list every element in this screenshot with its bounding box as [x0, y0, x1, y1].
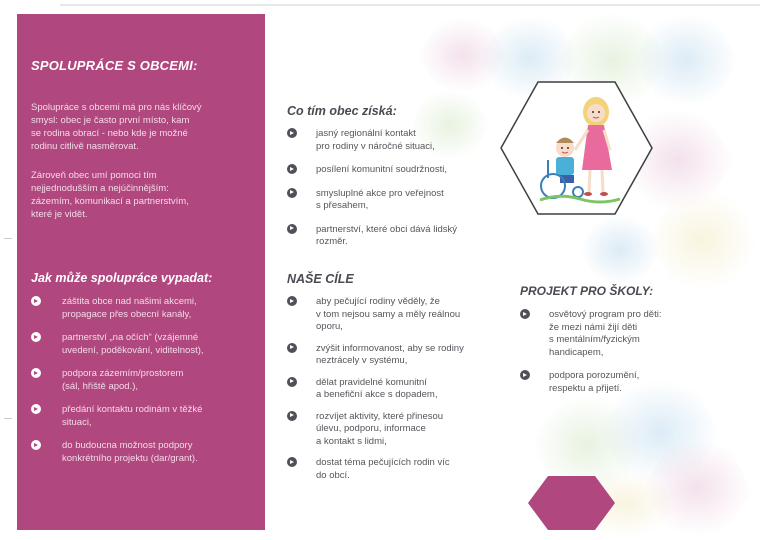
list-item: podpora porozumění, respektu a přijetí.: [520, 370, 735, 395]
list-item: partnerství „na očích“ (vzájemné uvedení, poděkování, viditelnost),: [31, 332, 256, 357]
goals-title: NAŠE CÍLE: [287, 272, 354, 286]
benefits-title: Co tím obec získá:: [287, 104, 397, 118]
text-line: rodinu citlivě nasměrovat.: [31, 141, 139, 152]
arrow-bullet-icon: [31, 440, 41, 450]
crop-mark: [4, 238, 12, 239]
arrow-bullet-icon: [287, 188, 297, 198]
arrow-bullet-icon: [287, 377, 297, 387]
text-line: se rodina obrací - nebo kde je možné: [31, 128, 188, 139]
list-item: posílení komunitní soudržnosti,: [287, 164, 502, 177]
list-item: do budoucna možnost podpory konkrétního projektu (dar/grant).: [31, 440, 256, 465]
text-line: které je vidět.: [31, 209, 88, 220]
arrow-bullet-icon: [287, 164, 297, 174]
goals-list: [287, 296, 502, 482]
list-item: partnerství, které obci dává lidský rozměr.: [287, 224, 502, 249]
school-project-title: PROJEKT PRO ŠKOLY:: [520, 284, 654, 298]
cooperation-paragraph-2: [31, 169, 246, 221]
list-item: osvětový program pro děti: že mezi námi žijí děti s mentálním/fyzickým handicapem,: [520, 309, 735, 359]
arrow-bullet-icon: [31, 404, 41, 414]
arrow-bullet-icon: [287, 296, 297, 306]
text-line: zázemím, komunikací a partnerstvím,: [31, 196, 189, 207]
list-item: zvýšit informovanost, aby se rodiny neztrácely v systému,: [287, 343, 502, 368]
cooperation-subtitle: Jak může spolupráce vypadat:: [31, 271, 213, 285]
list-item: aby pečující rodiny věděly, že v tom nejsou samy a měly reálnou oporu,: [287, 296, 502, 334]
arrow-bullet-icon: [520, 370, 530, 380]
arrow-bullet-icon: [287, 128, 297, 138]
list-item: záštita obce nad našimi akcemi, propagace přes obecní kanály,: [31, 296, 256, 321]
arrow-bullet-icon: [287, 457, 297, 467]
arrow-bullet-icon: [31, 296, 41, 306]
list-item: dělat pravidelné komunitní a benefiční akce s dopadem,: [287, 377, 502, 402]
arrow-bullet-icon: [31, 332, 41, 342]
cooperation-title: SPOLUPRÁCE S OBCEMI:: [31, 58, 198, 73]
benefits-list: [287, 128, 502, 249]
arrow-bullet-icon: [287, 224, 297, 234]
arrow-bullet-icon: [287, 411, 297, 421]
list-item: podpora zázemím/prostorem (sál, hřiště apod.),: [31, 368, 256, 393]
text-line: Spolupráce s obcemi má pro nás klíčový: [31, 102, 202, 113]
list-item: předání kontaktu rodinám v těžké situaci,: [31, 404, 256, 429]
cooperation-list: [31, 296, 256, 465]
school-project-list: [520, 309, 735, 395]
list-item: dostat téma pečujících rodin víc do obcí.: [287, 457, 502, 482]
text-line: Zároveň obec umí pomoci tím: [31, 170, 157, 181]
list-item: jasný regionální kontakt pro rodiny v náročné situaci,: [287, 128, 502, 153]
cooperation-paragraph-1: [31, 101, 246, 153]
crop-mark: [4, 418, 12, 419]
list-item: smysluplné akce pro veřejnost s přesahem,: [287, 188, 502, 213]
text-line: smysl: obec je často první místo, kam: [31, 115, 190, 126]
arrow-bullet-icon: [31, 368, 41, 378]
list-item: rozvíjet aktivity, které přinesou úlevu, podporu, informace a kontakt s lidmi,: [287, 411, 502, 449]
arrow-bullet-icon: [520, 309, 530, 319]
text-line: nejjednodušším a nejúčinnějším:: [31, 183, 169, 194]
arrow-bullet-icon: [287, 343, 297, 353]
